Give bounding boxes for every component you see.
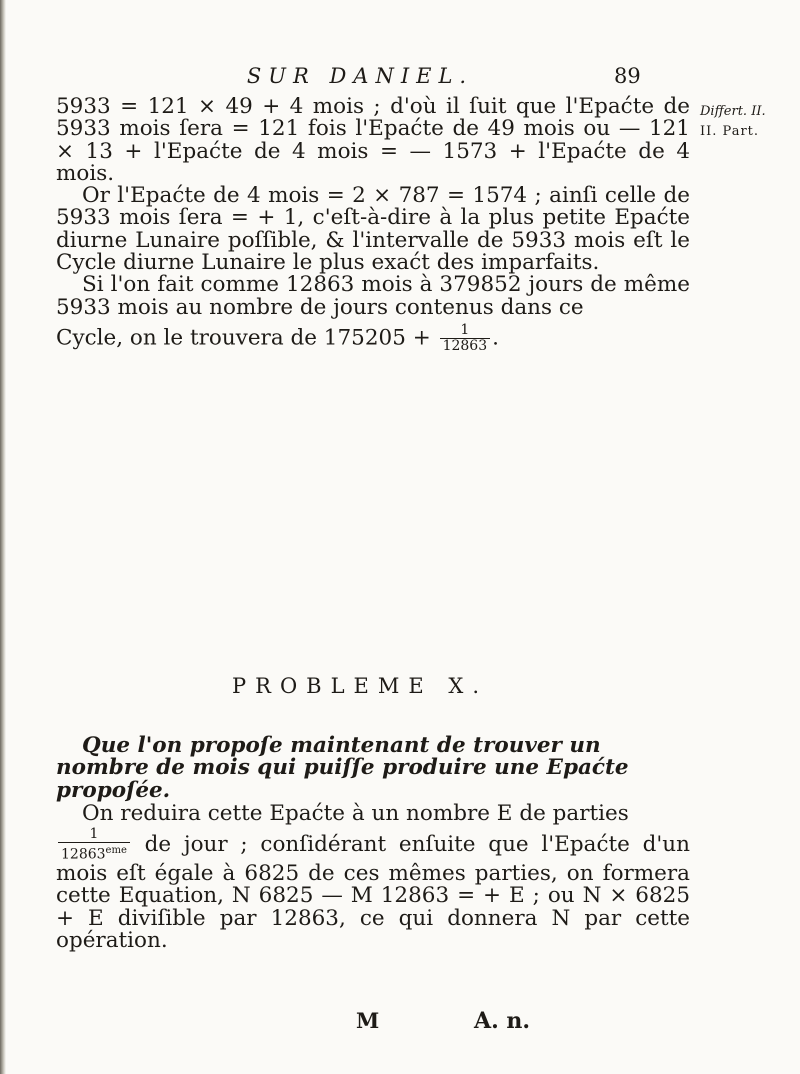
margin-note-dissertation: Differt. II. (700, 104, 766, 119)
paragraph-cycle: Or l'Epaćte de 4 mois = 2 × 787 = 1574 ; ainſi celle de 5933 mois ſera = + 1, c'eſt-à-dire à la plus petite Epaćte diurne Lunaire poſſible, & l'intervalle de 5933 mois eſt le Cycle diurne Lunaire le plus exaćt des imparfaits. (56, 183, 690, 276)
fraction-suffix: eme (105, 845, 127, 857)
question-text: Que l'on propoſe maintenant de trouver un nombre de mois qui puiſſe produire une Epaćte propoſée. (56, 733, 629, 803)
binding-edge (0, 0, 6, 1074)
solution-equation-text: de jour ; conſidérant enſuite que l'Epaćte d'un mois eſt égale à 6825 de ces mêmes parties, on formera cette Equation, N 6825 — M 12863 = + E ; ou N × 6825 + E diviſible par 12863, ce qui donnera N par cette opération. (56, 832, 690, 953)
catchword: A. n. (474, 1008, 531, 1034)
problem-question (56, 735, 690, 802)
paragraph-epact-5933: 5933 = 121 × 49 + 4 mois ; d'où il ſuit que l'Epaćte de 5933 mois ſera = 121 fois l'Epaćte de 49 mois ou — 121 × 13 + l'Epaćte de 4 mois = — 1573 + l'Epaćte de 4 mois. (56, 94, 690, 186)
fraction-numerator: 1 (440, 323, 491, 339)
paragraph-days-end: Cycle, on le trouvera de 175205 + $\frac{1}{12863}$ . (56, 321, 499, 354)
fraction-one-over-12863 (440, 323, 491, 354)
paragraph-days: Si l'on fait comme 12863 mois à 379852 jours de même 5933 mois au nombre de jours contenus dans ce (56, 272, 690, 320)
solution-body (56, 827, 690, 952)
page-number: 89 (614, 64, 641, 88)
solution-intro: On reduira cette Epaćte à un nombre E de parties (82, 801, 629, 826)
cycle-result-text: Cycle, on le trouvera de 175205 + (56, 325, 431, 351)
signature-mark: M (356, 1008, 380, 1033)
problem-title: PROBLEME X. (232, 674, 488, 698)
running-title: SUR DANIEL. (246, 64, 474, 88)
fraction-numerator: 1 (58, 827, 130, 843)
main-text (56, 96, 690, 354)
fraction-one-over-12863-eme (58, 827, 130, 863)
solution-text (56, 803, 690, 952)
fraction-denominator: 12863 (442, 337, 488, 354)
fraction-denominator-value: 12863 (61, 846, 106, 863)
margin-note-part: II. Part. (700, 124, 760, 139)
